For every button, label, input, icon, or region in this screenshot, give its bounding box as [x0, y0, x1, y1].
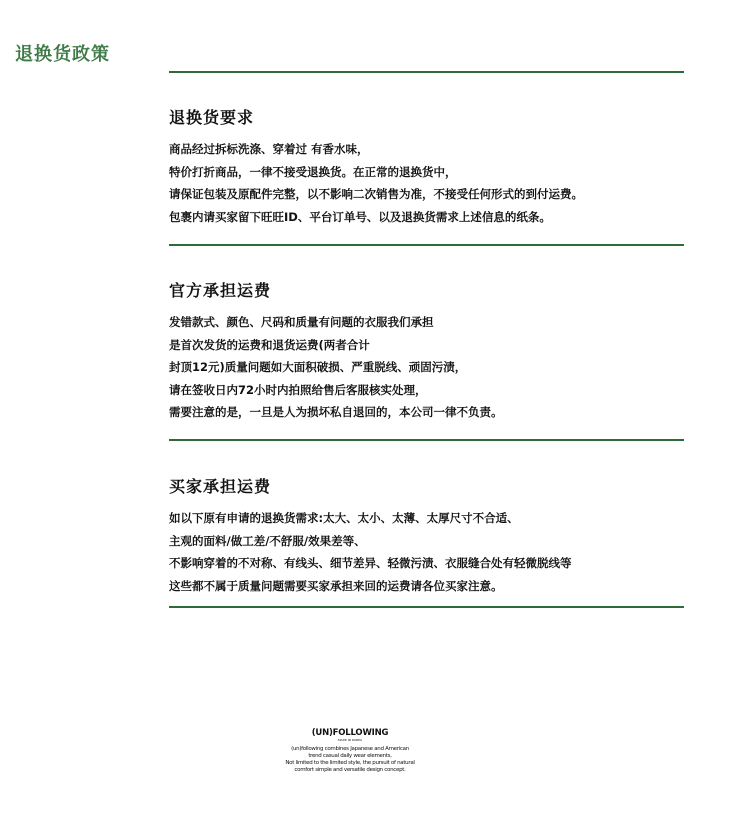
divider: [169, 606, 684, 608]
tagline-line: comfort simple and versatile design concept.: [294, 767, 406, 773]
divider: [169, 244, 684, 246]
text-line: 特价打折商品，一律不接受退换货。在正常的退换货中，: [169, 164, 457, 179]
page-title: 退换货政策: [15, 44, 110, 65]
text-line: 如以下原有申请的退换货需求:太大、太小、太薄、太厚尺寸不合适、: [169, 511, 519, 525]
tagline-line: (un)following combines Japanese and American: [291, 746, 409, 752]
tagline-line: Not limited to the limited style, the pursuit of natural: [285, 760, 415, 766]
text-line: 请在签收日内72小时内拍照给售后客服核实处理，: [169, 382, 427, 397]
section-heading: 官方承担运费: [169, 281, 272, 300]
section-heading: 退换货要求: [169, 108, 255, 127]
text-line: 需要注意的是，一旦是人为损坏私自退回的，本公司一律不负责。: [169, 405, 503, 419]
section-heading: 买家承担运费: [169, 477, 272, 496]
divider: [169, 71, 684, 73]
text-line: 包裹内请买家留下旺旺ID、平台订单号、以及退换货需求上述信息的纸条。: [169, 209, 551, 224]
text-line: 是首次发货的运费和退货运费(两者合计: [169, 337, 370, 352]
tagline-line: trend casual daily wear elements,: [308, 753, 392, 759]
text-line: 请保证包装及原配件完整，以不影响二次销售为准，不接受任何形式的到付运费。: [169, 187, 583, 201]
text-line: 这些都不属于质量问题需要买家承担来回的运费请各位买家注意。: [169, 578, 503, 593]
text-line: 不影响穿着的不对称、有线头、细节差异、轻微污渍、衣服缝合处有轻微脱线等: [169, 556, 572, 570]
brand-tagline: [260, 746, 440, 774]
brand-footer: [260, 728, 440, 774]
made-in-label: MADE IN KOREA: [337, 738, 363, 742]
text-line: 封顶12元)质量问题如大面积破损、严重脱线、顽固污渍，: [169, 360, 467, 374]
section-return-requirements: [169, 105, 689, 228]
text-line: 商品经过拆标洗涤、穿着过 有香水味，: [169, 142, 369, 156]
section-seller-pays-shipping: [169, 278, 689, 424]
text-line: 主观的面料/做工差/不舒服/效果差等、: [169, 533, 366, 548]
divider: [169, 439, 684, 441]
brand-logo: (UN)FOLLOWING: [311, 728, 389, 738]
section-buyer-pays-shipping: [169, 474, 689, 597]
text-line: 发错款式、颜色、尺码和质量有问题的衣服我们承担: [169, 315, 434, 329]
